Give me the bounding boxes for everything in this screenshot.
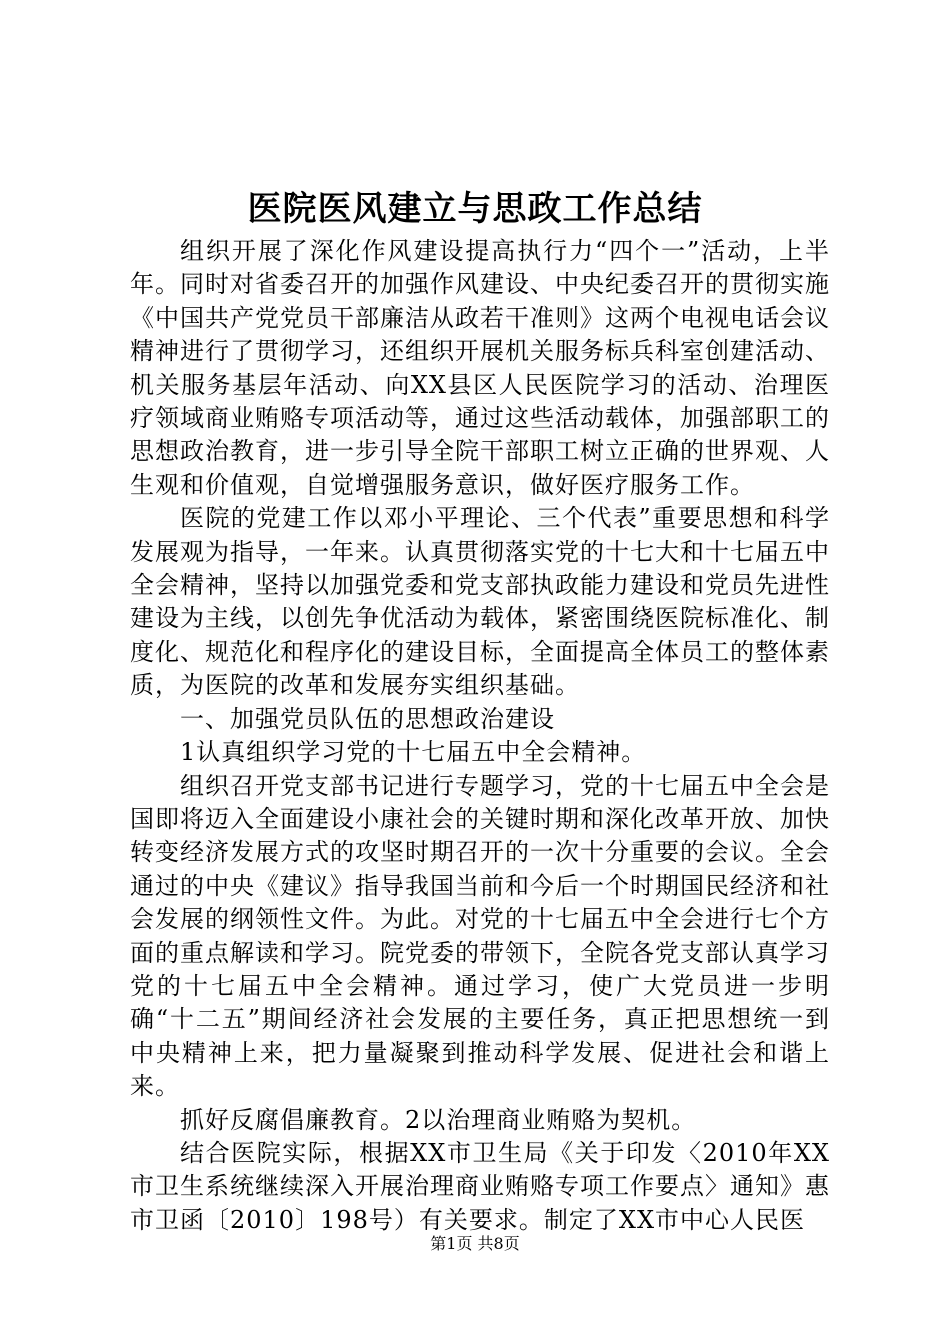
section-heading: 一、加强党员队伍的思想政治建设 bbox=[180, 704, 555, 733]
document-title: 医院医风建立与思政工作总结 bbox=[247, 189, 703, 229]
subsection-heading: 1认真组织学习党的十七届五中全会精神。 bbox=[180, 738, 647, 767]
paragraph: 结合医院实际，根据XX市卫生局《关于印发〈2010年XX市卫生系统继续深入开展治理商业贿赂专项工作要点〉通知》惠市卫函〔2010〕198号）有关要求。制定了XX市中心人民医 bbox=[130, 1138, 830, 1234]
subsection-heading: 抓好反腐倡廉教育。2以治理商业贿赂为契机。 bbox=[180, 1105, 697, 1134]
paragraph: 组织召开党支部书记进行专题学习，党的十七届五中全会是国即将迈入全面建设小康社会的关键时期和深化改革开放、加快转变经济发展方式的攻坚时期召开的一次十分重要的会议。全会通过的中央《建议》指导我国当前和今后一个时期国民经济和社会发展的纲领性文件。为此。对党的十七届五中全会进行七个方面的重点解读和学习。院党委的带领下，全院各党支部认真学习党的十七届五中全会精神。通过学习，使广大党员进一步明确“十二五”期间经济社会发展的主要任务，真正把思想统一到中央精神上来，把力量凝聚到推动科学发展、促进社会和谐上来。 bbox=[130, 771, 830, 1101]
page-number-footer: 第1页 共8页 bbox=[430, 1234, 520, 1253]
paragraph: 组织开展了深化作风建设提高执行力“四个一”活动，上半年。同时对省委召开的加强作风建设、中央纪委召开的贯彻实施《中国共产党党员干部廉洁从政若干准则》这两个电视电话会议精神进行了贯彻学习，还组织开展机关服务标兵科室创建活动、机关服务基层年活动、向XX县区人民医院学习的活动、治理医疗领域商业贿赂专项活动等，通过这些活动载体，加强部职工的思想政治教育，进一步引导全院干部职工树立正确的世界观、人生观和价值观，自觉增强服务意识，做好医疗服务工作。 bbox=[130, 237, 830, 499]
paragraph: 医院的党建工作以邓小平理论、三个代表”重要思想和科学发展观为指导，一年来。认真贯彻落实党的十七大和十七届五中全会精神，坚持以加强党委和党支部执政能力建设和党员先进性建设为主线，以创先争优活动为载体，紧密围绕医院标准化、制度化、规范化和程序化的建设目标，全面提高全体员工的整体素质，为医院的改革和发展夯实组织基础。 bbox=[130, 504, 830, 700]
document-body bbox=[130, 235, 830, 1237]
